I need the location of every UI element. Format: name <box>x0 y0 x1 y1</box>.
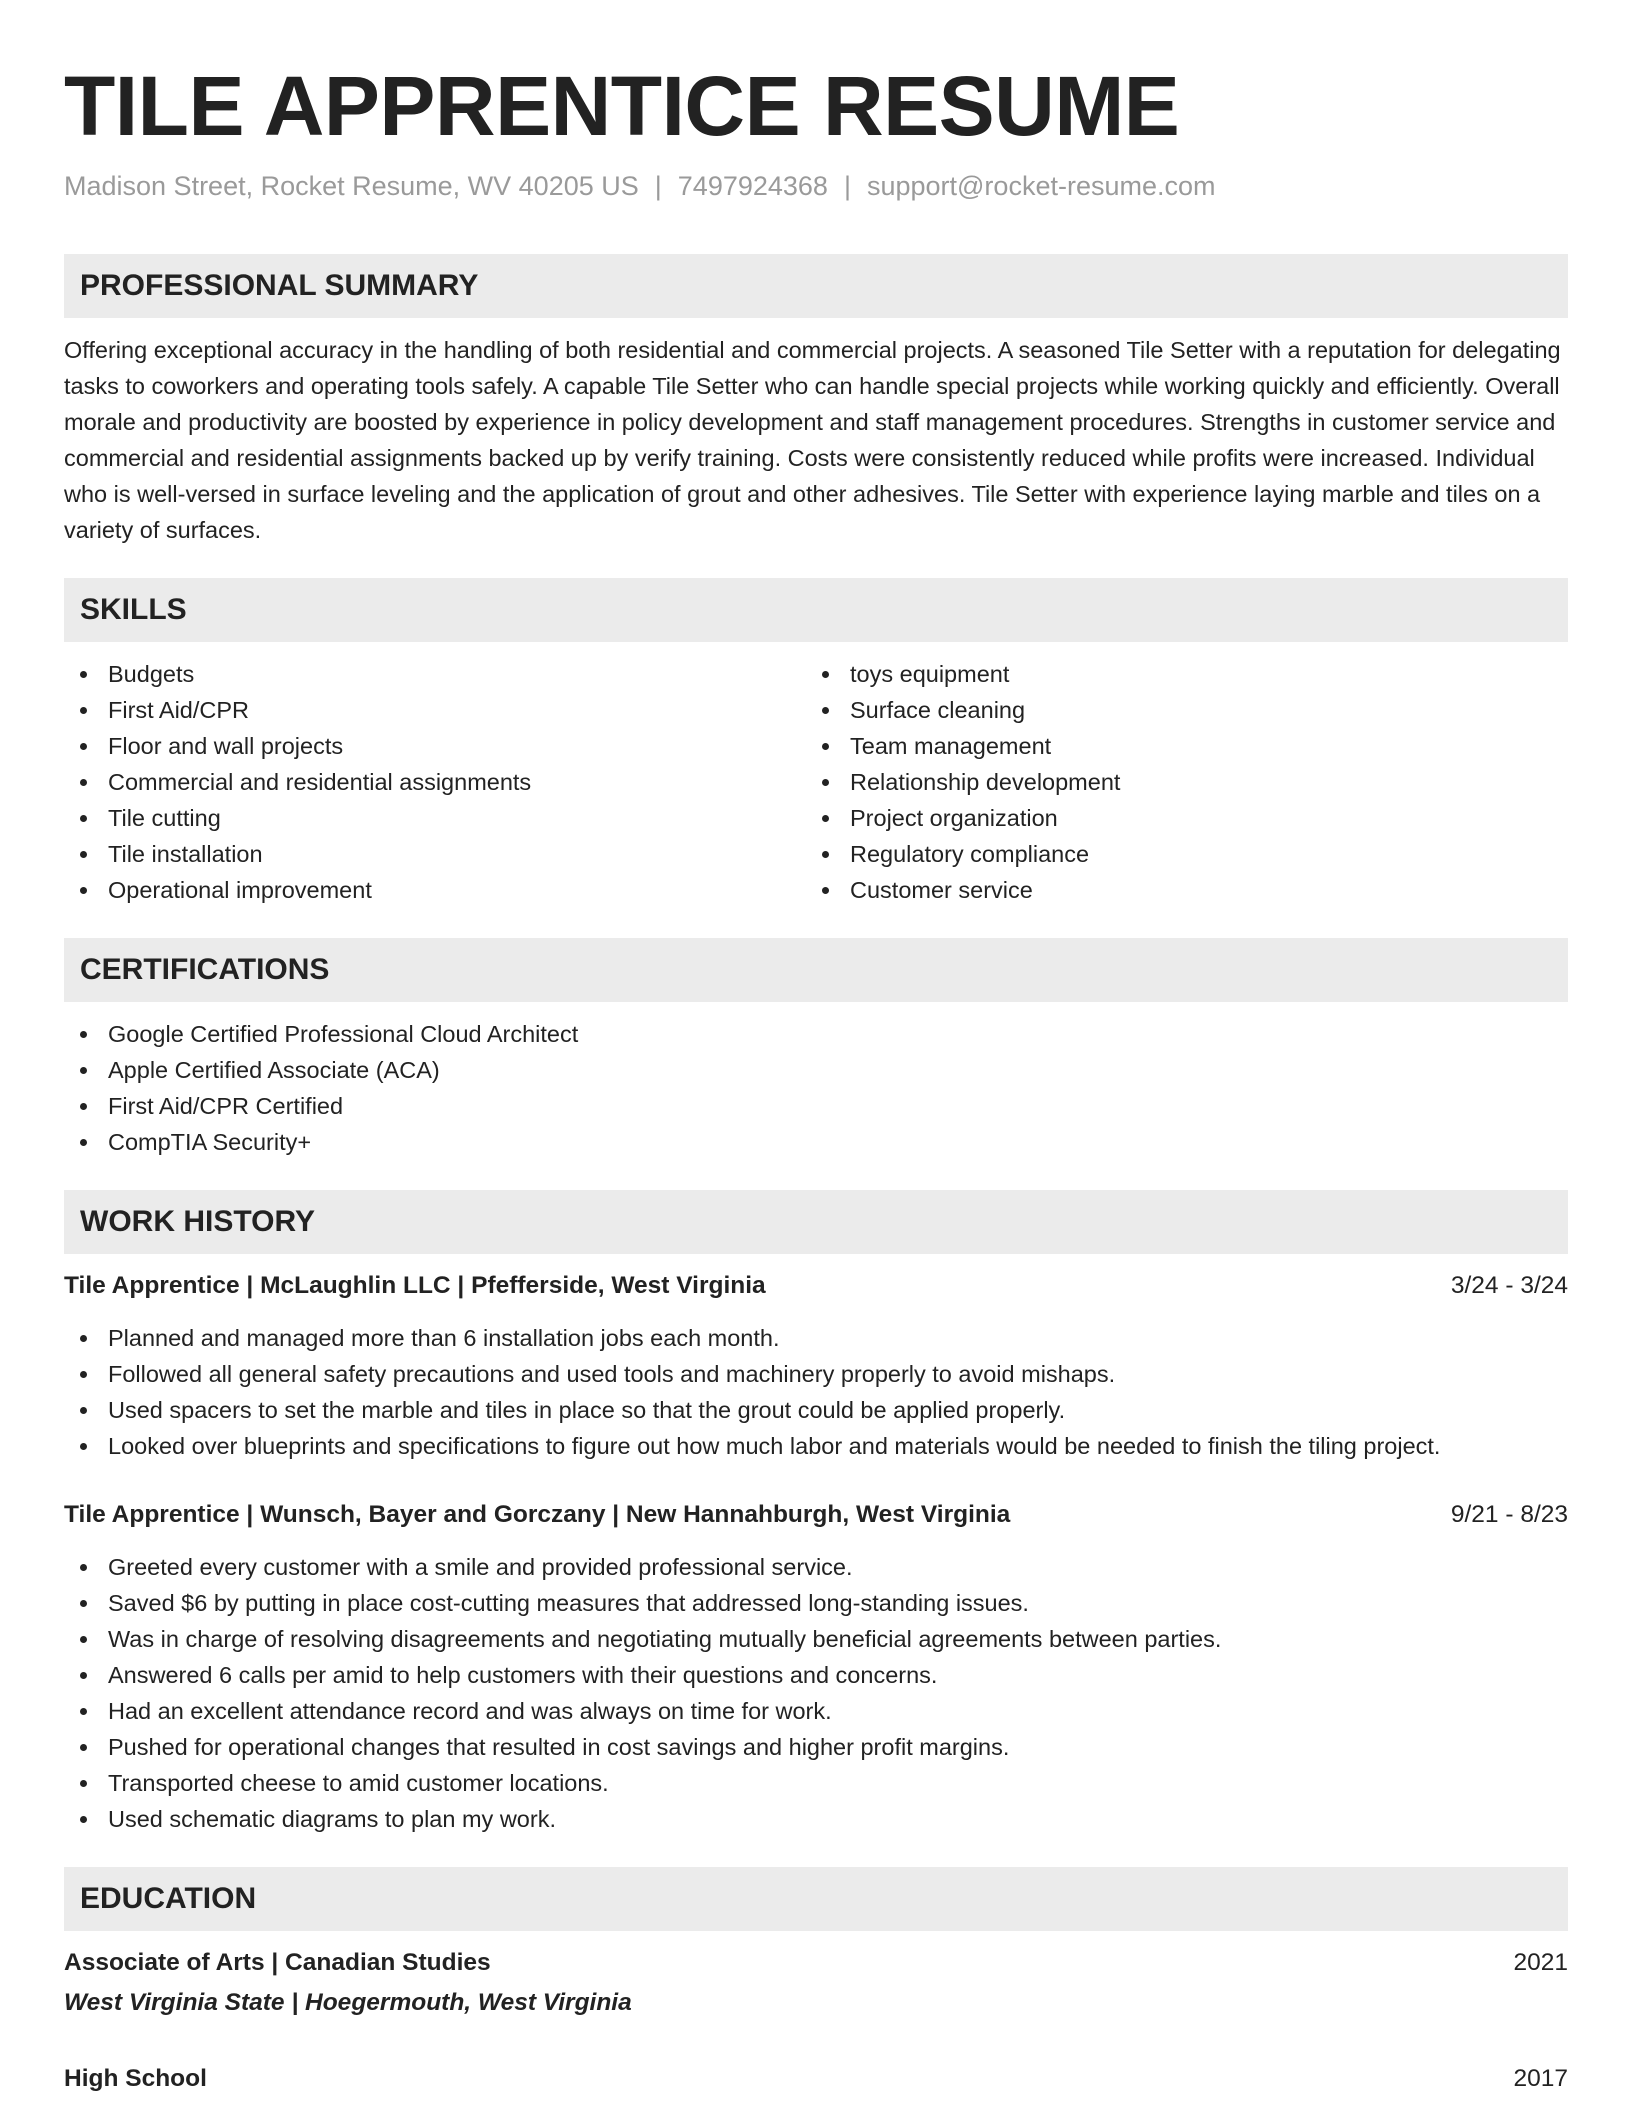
education-entry <box>64 1945 1568 2021</box>
job-bullet: Planned and managed more than 6 installation jobs each month. <box>64 1320 1568 1356</box>
contact-phone: 7497924368 <box>677 171 828 201</box>
contact-line <box>64 168 1568 204</box>
skill-item: Operational improvement <box>64 872 806 908</box>
job-bullet: Answered 6 calls per amid to help customers with their questions and concerns. <box>64 1657 1568 1693</box>
job-bullet: Looked over blueprints and specifications to figure out how much labor and materials would be needed to finish the tiling project. <box>64 1428 1568 1464</box>
job-bullets <box>64 1320 1568 1464</box>
section-header-certifications: CERTIFICATIONS <box>64 938 1568 1002</box>
education-degree: High School <box>64 2065 207 2092</box>
job-title: Tile Apprentice | Wunsch, Bayer and Gorczany | New Hannahburgh, West Virginia <box>64 1501 1011 1528</box>
skills-grid <box>64 656 1568 908</box>
certifications-list <box>64 1016 1568 1160</box>
job-dates: 9/21 - 8/23 <box>1450 1501 1568 1528</box>
job-title: Tile Apprentice | McLaughlin LLC | Pfefferside, West Virginia <box>64 1272 766 1299</box>
skill-item: Commercial and residential assignments <box>64 764 806 800</box>
job-bullet: Pushed for operational changes that resulted in cost savings and higher profit margins. <box>64 1729 1568 1765</box>
education-header <box>64 1945 1568 1981</box>
job-bullet: Used spacers to set the marble and tiles in place so that the grout could be applied properly. <box>64 1392 1568 1428</box>
skill-item: Tile cutting <box>64 800 806 836</box>
contact-separator: | <box>843 171 851 201</box>
education-entry <box>64 2061 1568 2097</box>
job-dates: 3/24 - 3/24 <box>1450 1272 1568 1299</box>
certification-item: First Aid/CPR Certified <box>64 1088 1568 1124</box>
job-bullet: Saved $6 by putting in place cost-cutting measures that addressed long-standing issues. <box>64 1585 1568 1621</box>
resume-title: TILE APPRENTICE RESUME <box>64 59 1180 153</box>
job-bullet: Greeted every customer with a smile and provided professional service. <box>64 1549 1568 1585</box>
summary-text: Offering exceptional accuracy in the handling of both residential and commercial projects. A seasoned Tile Setter with a reputation for delegating tasks to coworkers and operating tools safely. A capable Tile Setter who can handle special projects while working quickly and efficiently. Overall morale and productivity are boosted by experience in policy development and staff management procedures. Strengths in customer service and commercial and residential assignments backed up by verify training. Costs were consistently reduced while profits were increased. Individual who is well-versed in surface leveling and the application of grout and other adhesives. Tile Setter with experience laying marble and tiles on a variety of surfaces. <box>64 337 1561 543</box>
section-header-education: EDUCATION <box>64 1867 1568 1931</box>
job-bullet: Transported cheese to amid customer locations. <box>64 1765 1568 1801</box>
skill-item: Team management <box>806 728 1548 764</box>
job-bullet: Followed all general safety precautions and used tools and machinery properly to avoid mishaps. <box>64 1356 1568 1392</box>
job-bullets <box>64 1549 1568 1837</box>
job-header <box>64 1268 1568 1304</box>
skills-column-left <box>64 656 806 908</box>
skill-item: toys equipment <box>806 656 1548 692</box>
section-header-summary: PROFESSIONAL SUMMARY <box>64 254 1568 318</box>
contact-address: Madison Street, Rocket Resume, WV 40205 US <box>64 171 639 201</box>
job-bullet: Had an excellent attendance record and was always on time for work. <box>64 1693 1568 1729</box>
job-header <box>64 1497 1568 1533</box>
education-degree: Associate of Arts | Canadian Studies <box>64 1949 491 1976</box>
certification-item: Apple Certified Associate (ACA) <box>64 1052 1568 1088</box>
skill-item: Customer service <box>806 872 1548 908</box>
education-school: West Virginia State | Hoegermouth, West Virginia <box>64 1989 632 2016</box>
skill-item: First Aid/CPR <box>64 692 806 728</box>
section-header-skills: SKILLS <box>64 578 1568 642</box>
job-entry <box>64 1497 1568 1837</box>
job-bullet: Used schematic diagrams to plan my work. <box>64 1801 1568 1837</box>
skill-item: Surface cleaning <box>806 692 1548 728</box>
education-year: 2017 <box>1513 2065 1568 2092</box>
skill-item: Regulatory compliance <box>806 836 1548 872</box>
skills-column-right <box>806 656 1548 908</box>
skill-item: Floor and wall projects <box>64 728 806 764</box>
certification-item: Google Certified Professional Cloud Architect <box>64 1016 1568 1052</box>
job-entry <box>64 1268 1568 1464</box>
certification-item: CompTIA Security+ <box>64 1124 1568 1160</box>
contact-email: support@rocket-resume.com <box>866 171 1216 201</box>
skill-item: Budgets <box>64 656 806 692</box>
skill-item: Relationship development <box>806 764 1548 800</box>
education-header <box>64 2061 1568 2097</box>
education-year: 2021 <box>1513 1949 1568 1976</box>
skill-item: Project organization <box>806 800 1548 836</box>
contact-separator: | <box>654 171 662 201</box>
section-header-work-history: WORK HISTORY <box>64 1190 1568 1254</box>
skill-item: Tile installation <box>64 836 806 872</box>
job-bullet: Was in charge of resolving disagreements and negotiating mutually beneficial agreements between parties. <box>64 1621 1568 1657</box>
